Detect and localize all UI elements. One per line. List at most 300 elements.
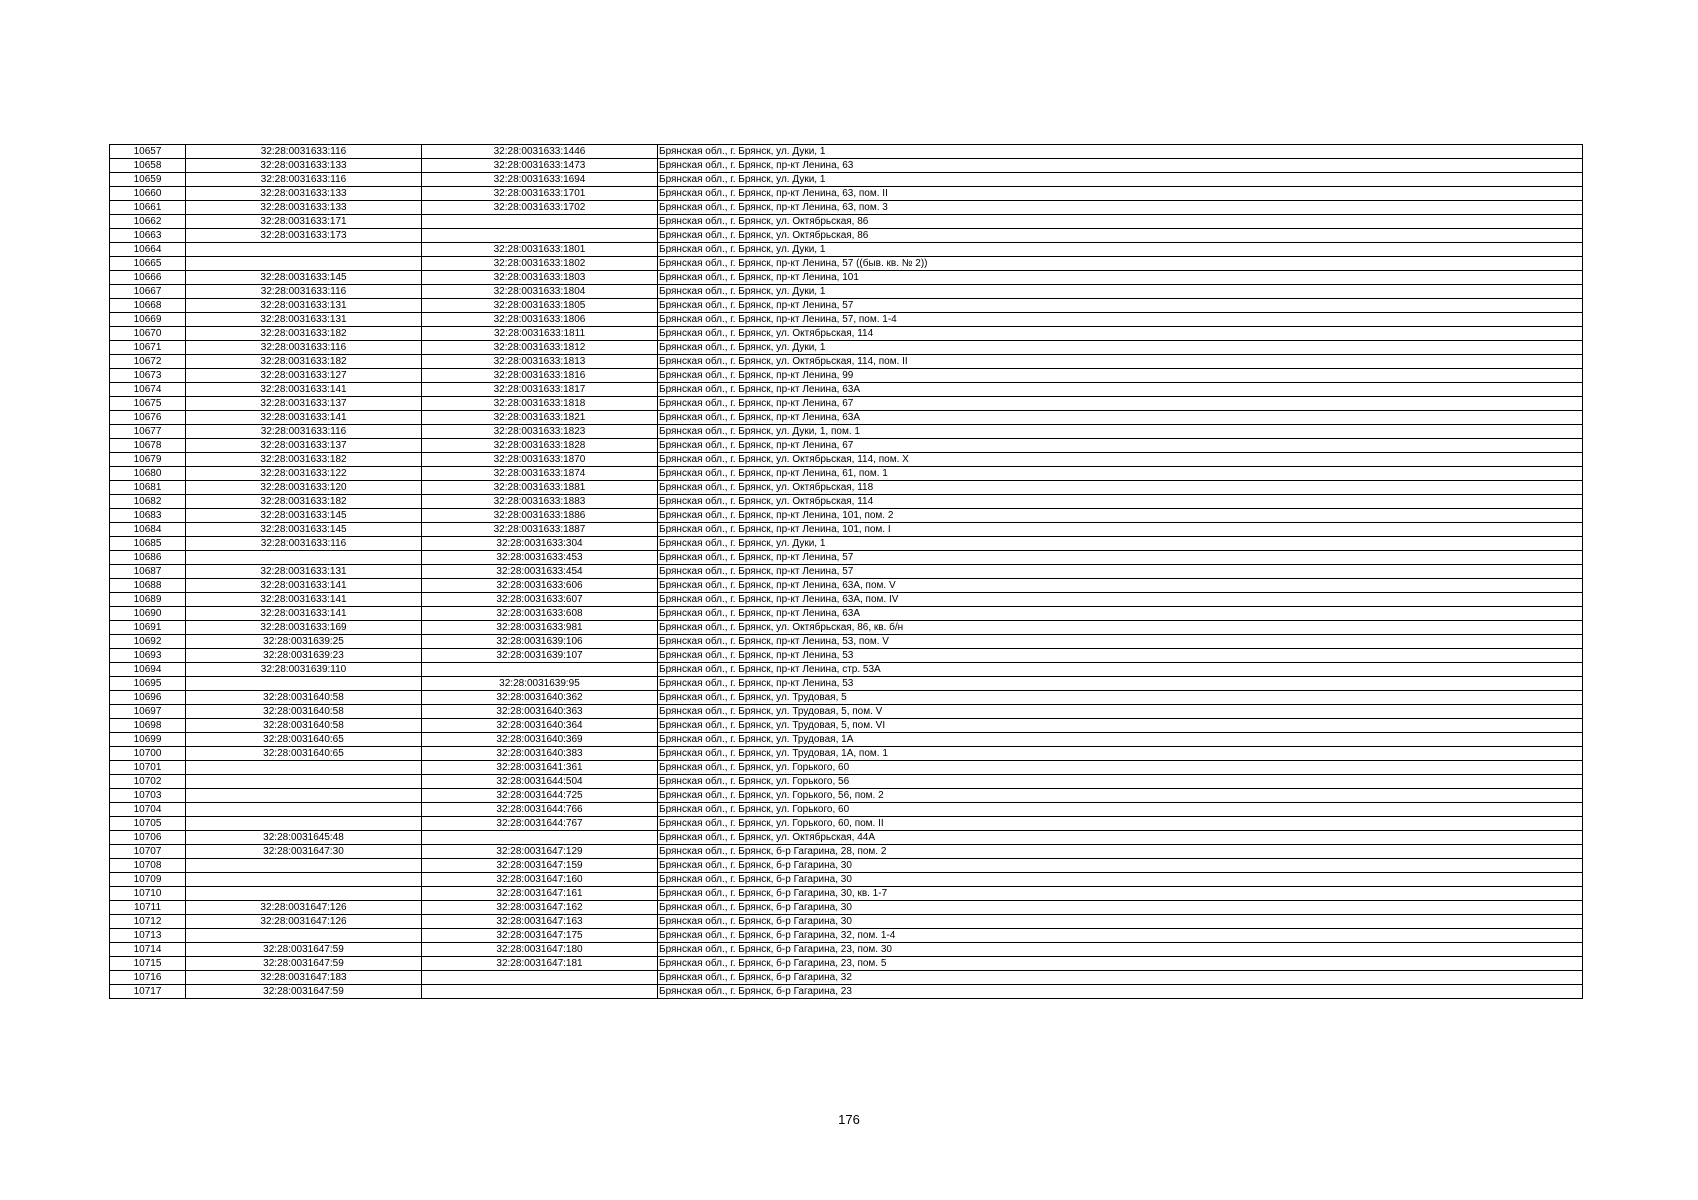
table-row [110, 341, 1583, 355]
table-row [110, 537, 1583, 551]
object-cadastral-number-cell: 32:28:0031647:129 [422, 845, 658, 859]
address-cell: Брянская обл., г. Брянск, пр-кт Ленина, 57 [658, 299, 1583, 313]
parent-cadastral-number-cell: 32:28:0031633:141 [186, 411, 422, 425]
row-number-cell: 10659 [110, 173, 186, 187]
row-number-cell: 10714 [110, 943, 186, 957]
object-cadastral-number-cell [422, 663, 658, 677]
row-number-cell: 10682 [110, 495, 186, 509]
object-cadastral-number-cell: 32:28:0031633:1446 [422, 145, 658, 159]
address-cell: Брянская обл., г. Брянск, пр-кт Ленина, 57 [658, 565, 1583, 579]
object-cadastral-number-cell: 32:28:0031644:504 [422, 775, 658, 789]
row-number-cell: 10669 [110, 313, 186, 327]
address-cell: Брянская обл., г. Брянск, пр-кт Ленина, 57 [658, 551, 1583, 565]
table-row [110, 285, 1583, 299]
table-row [110, 887, 1583, 901]
table-row [110, 761, 1583, 775]
row-number-cell: 10661 [110, 201, 186, 215]
address-cell: Брянская обл., г. Брянск, пр-кт Ленина, 63А, пом. IV [658, 593, 1583, 607]
row-number-cell: 10664 [110, 243, 186, 257]
object-cadastral-number-cell: 32:28:0031633:1803 [422, 271, 658, 285]
table-row [110, 523, 1583, 537]
parent-cadastral-number-cell: 32:28:0031640:58 [186, 705, 422, 719]
row-number-cell: 10680 [110, 467, 186, 481]
parent-cadastral-number-cell: 32:28:0031640:58 [186, 719, 422, 733]
object-cadastral-number-cell [422, 215, 658, 229]
row-number-cell: 10695 [110, 677, 186, 691]
row-number-cell: 10702 [110, 775, 186, 789]
address-cell: Брянская обл., г. Брянск, ул. Дуки, 1 [658, 173, 1583, 187]
parent-cadastral-number-cell [186, 859, 422, 873]
object-cadastral-number-cell: 32:28:0031633:304 [422, 537, 658, 551]
parent-cadastral-number-cell [186, 243, 422, 257]
row-number-cell: 10674 [110, 383, 186, 397]
row-number-cell: 10697 [110, 705, 186, 719]
row-number-cell: 10672 [110, 355, 186, 369]
row-number-cell: 10687 [110, 565, 186, 579]
row-number-cell: 10693 [110, 649, 186, 663]
row-number-cell: 10678 [110, 439, 186, 453]
parent-cadastral-number-cell: 32:28:0031633:141 [186, 579, 422, 593]
object-cadastral-number-cell: 32:28:0031633:1881 [422, 481, 658, 495]
row-number-cell: 10704 [110, 803, 186, 817]
table-row [110, 369, 1583, 383]
parent-cadastral-number-cell: 32:28:0031639:110 [186, 663, 422, 677]
object-cadastral-number-cell: 32:28:0031639:95 [422, 677, 658, 691]
address-cell: Брянская обл., г. Брянск, ул. Октябрьская, 86 [658, 229, 1583, 243]
parent-cadastral-number-cell: 32:28:0031633:131 [186, 313, 422, 327]
address-cell: Брянская обл., г. Брянск, ул. Дуки, 1 [658, 341, 1583, 355]
table-row [110, 873, 1583, 887]
address-cell: Брянская обл., г. Брянск, ул. Трудовая, 5, пом. VI [658, 719, 1583, 733]
object-cadastral-number-cell [422, 985, 658, 999]
address-cell: Брянская обл., г. Брянск, ул. Горького, 60, пом. II [658, 817, 1583, 831]
object-cadastral-number-cell: 32:28:0031633:1886 [422, 509, 658, 523]
address-cell: Брянская обл., г. Брянск, б-р Гагарина, 30 [658, 901, 1583, 915]
address-cell: Брянская обл., г. Брянск, пр-кт Ленина, 67 [658, 439, 1583, 453]
parent-cadastral-number-cell: 32:28:0031647:30 [186, 845, 422, 859]
object-cadastral-number-cell [422, 229, 658, 243]
table-row [110, 439, 1583, 453]
address-cell: Брянская обл., г. Брянск, ул. Октябрьская, 118 [658, 481, 1583, 495]
parent-cadastral-number-cell: 32:28:0031633:116 [186, 425, 422, 439]
row-number-cell: 10696 [110, 691, 186, 705]
object-cadastral-number-cell: 32:28:0031633:1870 [422, 453, 658, 467]
address-cell: Брянская обл., г. Брянск, ул. Октябрьская, 114 [658, 495, 1583, 509]
row-number-cell: 10683 [110, 509, 186, 523]
table-row [110, 719, 1583, 733]
parent-cadastral-number-cell [186, 803, 422, 817]
parent-cadastral-number-cell: 32:28:0031633:169 [186, 621, 422, 635]
table-row [110, 747, 1583, 761]
object-cadastral-number-cell: 32:28:0031633:1805 [422, 299, 658, 313]
table-row [110, 859, 1583, 873]
row-number-cell: 10706 [110, 831, 186, 845]
object-cadastral-number-cell: 32:28:0031633:1817 [422, 383, 658, 397]
row-number-cell: 10665 [110, 257, 186, 271]
row-number-cell: 10684 [110, 523, 186, 537]
table-row [110, 257, 1583, 271]
address-cell: Брянская обл., г. Брянск, б-р Гагарина, 30 [658, 859, 1583, 873]
parent-cadastral-number-cell: 32:28:0031640:65 [186, 747, 422, 761]
parent-cadastral-number-cell: 32:28:0031633:137 [186, 439, 422, 453]
table-row [110, 299, 1583, 313]
parent-cadastral-number-cell: 32:28:0031633:145 [186, 509, 422, 523]
parent-cadastral-number-cell: 32:28:0031647:59 [186, 943, 422, 957]
address-cell: Брянская обл., г. Брянск, пр-кт Ленина, 63А, пом. V [658, 579, 1583, 593]
row-number-cell: 10688 [110, 579, 186, 593]
table-row [110, 929, 1583, 943]
parent-cadastral-number-cell [186, 677, 422, 691]
parent-cadastral-number-cell: 32:28:0031633:133 [186, 201, 422, 215]
table-row [110, 901, 1583, 915]
row-number-cell: 10689 [110, 593, 186, 607]
address-cell: Брянская обл., г. Брянск, ул. Октябрьская, 86 [658, 215, 1583, 229]
object-cadastral-number-cell: 32:28:0031647:162 [422, 901, 658, 915]
object-cadastral-number-cell: 32:28:0031633:1823 [422, 425, 658, 439]
table-row [110, 971, 1583, 985]
address-cell: Брянская обл., г. Брянск, пр-кт Ленина, 99 [658, 369, 1583, 383]
object-cadastral-number-cell: 32:28:0031633:606 [422, 579, 658, 593]
row-number-cell: 10681 [110, 481, 186, 495]
parent-cadastral-number-cell: 32:28:0031639:23 [186, 649, 422, 663]
row-number-cell: 10660 [110, 187, 186, 201]
parent-cadastral-number-cell: 32:28:0031633:182 [186, 355, 422, 369]
address-cell: Брянская обл., г. Брянск, пр-кт Ленина, 63, пом. 3 [658, 201, 1583, 215]
table-row [110, 733, 1583, 747]
parent-cadastral-number-cell: 32:28:0031640:58 [186, 691, 422, 705]
object-cadastral-number-cell: 32:28:0031633:1818 [422, 397, 658, 411]
object-cadastral-number-cell: 32:28:0031633:1804 [422, 285, 658, 299]
object-cadastral-number-cell: 32:28:0031647:161 [422, 887, 658, 901]
object-cadastral-number-cell: 32:28:0031633:1802 [422, 257, 658, 271]
object-cadastral-number-cell: 32:28:0031647:159 [422, 859, 658, 873]
object-cadastral-number-cell: 32:28:0031633:981 [422, 621, 658, 635]
address-cell: Брянская обл., г. Брянск, б-р Гагарина, 28, пом. 2 [658, 845, 1583, 859]
object-cadastral-number-cell: 32:28:0031633:1816 [422, 369, 658, 383]
row-number-cell: 10685 [110, 537, 186, 551]
parent-cadastral-number-cell: 32:28:0031647:59 [186, 957, 422, 971]
parent-cadastral-number-cell: 32:28:0031633:116 [186, 341, 422, 355]
parent-cadastral-number-cell: 32:28:0031633:182 [186, 453, 422, 467]
row-number-cell: 10711 [110, 901, 186, 915]
table-row [110, 789, 1583, 803]
object-cadastral-number-cell: 32:28:0031633:1821 [422, 411, 658, 425]
parent-cadastral-number-cell: 32:28:0031640:65 [186, 733, 422, 747]
address-cell: Брянская обл., г. Брянск, пр-кт Ленина, 53 [658, 677, 1583, 691]
address-cell: Брянская обл., г. Брянск, б-р Гагарина, 30 [658, 873, 1583, 887]
table-row [110, 915, 1583, 929]
parent-cadastral-number-cell: 32:28:0031645:48 [186, 831, 422, 845]
row-number-cell: 10675 [110, 397, 186, 411]
parent-cadastral-number-cell: 32:28:0031633:171 [186, 215, 422, 229]
parent-cadastral-number-cell [186, 789, 422, 803]
object-cadastral-number-cell: 32:28:0031644:725 [422, 789, 658, 803]
parent-cadastral-number-cell [186, 761, 422, 775]
object-cadastral-number-cell: 32:28:0031647:163 [422, 915, 658, 929]
row-number-cell: 10663 [110, 229, 186, 243]
parent-cadastral-number-cell: 32:28:0031633:145 [186, 271, 422, 285]
parent-cadastral-number-cell: 32:28:0031633:131 [186, 565, 422, 579]
parent-cadastral-number-cell: 32:28:0031633:145 [186, 523, 422, 537]
table-row [110, 803, 1583, 817]
parent-cadastral-number-cell: 32:28:0031633:141 [186, 383, 422, 397]
object-cadastral-number-cell: 32:28:0031633:1694 [422, 173, 658, 187]
object-cadastral-number-cell: 32:28:0031647:175 [422, 929, 658, 943]
registry-table [109, 144, 1583, 999]
row-number-cell: 10692 [110, 635, 186, 649]
object-cadastral-number-cell: 32:28:0031640:369 [422, 733, 658, 747]
table-row [110, 705, 1583, 719]
row-number-cell: 10677 [110, 425, 186, 439]
object-cadastral-number-cell: 32:28:0031633:453 [422, 551, 658, 565]
table-row [110, 649, 1583, 663]
address-cell: Брянская обл., г. Брянск, пр-кт Ленина, 67 [658, 397, 1583, 411]
address-cell: Брянская обл., г. Брянск, б-р Гагарина, 32, пом. 1-4 [658, 929, 1583, 943]
address-cell: Брянская обл., г. Брянск, ул. Горького, 56, пом. 2 [658, 789, 1583, 803]
row-number-cell: 10690 [110, 607, 186, 621]
object-cadastral-number-cell: 32:28:0031633:1811 [422, 327, 658, 341]
table-row [110, 271, 1583, 285]
row-number-cell: 10715 [110, 957, 186, 971]
parent-cadastral-number-cell: 32:28:0031633:141 [186, 593, 422, 607]
parent-cadastral-number-cell: 32:28:0031633:120 [186, 481, 422, 495]
row-number-cell: 10679 [110, 453, 186, 467]
parent-cadastral-number-cell: 32:28:0031633:133 [186, 159, 422, 173]
object-cadastral-number-cell: 32:28:0031633:1473 [422, 159, 658, 173]
object-cadastral-number-cell: 32:28:0031644:767 [422, 817, 658, 831]
table-row [110, 481, 1583, 495]
row-number-cell: 10701 [110, 761, 186, 775]
table-row [110, 579, 1583, 593]
table-row [110, 215, 1583, 229]
address-cell: Брянская обл., г. Брянск, пр-кт Ленина, 57, пом. 1-4 [658, 313, 1583, 327]
parent-cadastral-number-cell: 32:28:0031633:116 [186, 173, 422, 187]
address-cell: Брянская обл., г. Брянск, пр-кт Ленина, 63А [658, 607, 1583, 621]
parent-cadastral-number-cell [186, 775, 422, 789]
address-cell: Брянская обл., г. Брянск, ул. Октябрьская, 114, пом. II [658, 355, 1583, 369]
object-cadastral-number-cell: 32:28:0031633:607 [422, 593, 658, 607]
row-number-cell: 10716 [110, 971, 186, 985]
object-cadastral-number-cell [422, 831, 658, 845]
row-number-cell: 10712 [110, 915, 186, 929]
row-number-cell: 10668 [110, 299, 186, 313]
address-cell: Брянская обл., г. Брянск, ул. Трудовая, 1А [658, 733, 1583, 747]
table-row [110, 229, 1583, 243]
object-cadastral-number-cell: 32:28:0031647:181 [422, 957, 658, 971]
table-row [110, 817, 1583, 831]
object-cadastral-number-cell: 32:28:0031633:1883 [422, 495, 658, 509]
address-cell: Брянская обл., г. Брянск, пр-кт Ленина, стр. 53А [658, 663, 1583, 677]
row-number-cell: 10657 [110, 145, 186, 159]
table-row [110, 691, 1583, 705]
row-number-cell: 10709 [110, 873, 186, 887]
object-cadastral-number-cell: 32:28:0031633:1813 [422, 355, 658, 369]
object-cadastral-number-cell: 32:28:0031647:180 [422, 943, 658, 957]
parent-cadastral-number-cell: 32:28:0031633:116 [186, 145, 422, 159]
table-row [110, 453, 1583, 467]
table-row [110, 383, 1583, 397]
parent-cadastral-number-cell: 32:28:0031633:116 [186, 537, 422, 551]
table-row [110, 495, 1583, 509]
address-cell: Брянская обл., г. Брянск, пр-кт Ленина, 63, пом. II [658, 187, 1583, 201]
parent-cadastral-number-cell: 32:28:0031633:182 [186, 327, 422, 341]
table-row [110, 635, 1583, 649]
object-cadastral-number-cell: 32:28:0031633:1887 [422, 523, 658, 537]
row-number-cell: 10686 [110, 551, 186, 565]
parent-cadastral-number-cell: 32:28:0031633:131 [186, 299, 422, 313]
address-cell: Брянская обл., г. Брянск, б-р Гагарина, 30, кв. 1-7 [658, 887, 1583, 901]
address-cell: Брянская обл., г. Брянск, ул. Дуки, 1 [658, 243, 1583, 257]
address-cell: Брянская обл., г. Брянск, пр-кт Ленина, 63 [658, 159, 1583, 173]
parent-cadastral-number-cell: 32:28:0031633:122 [186, 467, 422, 481]
table-row [110, 509, 1583, 523]
parent-cadastral-number-cell: 32:28:0031647:126 [186, 915, 422, 929]
object-cadastral-number-cell: 32:28:0031633:1828 [422, 439, 658, 453]
row-number-cell: 10662 [110, 215, 186, 229]
address-cell: Брянская обл., г. Брянск, ул. Трудовая, 1А, пом. 1 [658, 747, 1583, 761]
address-cell: Брянская обл., г. Брянск, б-р Гагарина, 32 [658, 971, 1583, 985]
table-row [110, 663, 1583, 677]
object-cadastral-number-cell: 32:28:0031633:608 [422, 607, 658, 621]
address-cell: Брянская обл., г. Брянск, ул. Трудовая, 5 [658, 691, 1583, 705]
object-cadastral-number-cell: 32:28:0031640:364 [422, 719, 658, 733]
table-row [110, 985, 1583, 999]
address-cell: Брянская обл., г. Брянск, ул. Октябрьская, 114, пом. X [658, 453, 1583, 467]
address-cell: Брянская обл., г. Брянск, ул. Октябрьская, 86, кв. б/н [658, 621, 1583, 635]
address-cell: Брянская обл., г. Брянск, ул. Горького, 56 [658, 775, 1583, 789]
parent-cadastral-number-cell [186, 257, 422, 271]
row-number-cell: 10710 [110, 887, 186, 901]
table-row [110, 187, 1583, 201]
address-cell: Брянская обл., г. Брянск, б-р Гагарина, 30 [658, 915, 1583, 929]
table-row [110, 565, 1583, 579]
parent-cadastral-number-cell: 32:28:0031633:116 [186, 285, 422, 299]
object-cadastral-number-cell: 32:28:0031639:106 [422, 635, 658, 649]
address-cell: Брянская обл., г. Брянск, б-р Гагарина, 23, пом. 5 [658, 957, 1583, 971]
table-row [110, 145, 1583, 159]
parent-cadastral-number-cell: 32:28:0031639:25 [186, 635, 422, 649]
table-row [110, 201, 1583, 215]
object-cadastral-number-cell: 32:28:0031633:1702 [422, 201, 658, 215]
table-row [110, 243, 1583, 257]
parent-cadastral-number-cell [186, 929, 422, 943]
object-cadastral-number-cell: 32:28:0031640:383 [422, 747, 658, 761]
row-number-cell: 10676 [110, 411, 186, 425]
parent-cadastral-number-cell: 32:28:0031647:126 [186, 901, 422, 915]
parent-cadastral-number-cell [186, 817, 422, 831]
row-number-cell: 10707 [110, 845, 186, 859]
address-cell: Брянская обл., г. Брянск, ул. Дуки, 1, пом. 1 [658, 425, 1583, 439]
row-number-cell: 10658 [110, 159, 186, 173]
row-number-cell: 10691 [110, 621, 186, 635]
table-row [110, 775, 1583, 789]
table-row [110, 607, 1583, 621]
object-cadastral-number-cell: 32:28:0031639:107 [422, 649, 658, 663]
table-row [110, 313, 1583, 327]
parent-cadastral-number-cell: 32:28:0031633:173 [186, 229, 422, 243]
object-cadastral-number-cell: 32:28:0031633:1874 [422, 467, 658, 481]
object-cadastral-number-cell: 32:28:0031641:361 [422, 761, 658, 775]
object-cadastral-number-cell: 32:28:0031633:454 [422, 565, 658, 579]
object-cadastral-number-cell [422, 971, 658, 985]
row-number-cell: 10700 [110, 747, 186, 761]
address-cell: Брянская обл., г. Брянск, пр-кт Ленина, 63А [658, 383, 1583, 397]
registry-table-body [110, 145, 1583, 999]
row-number-cell: 10708 [110, 859, 186, 873]
parent-cadastral-number-cell: 32:28:0031633:182 [186, 495, 422, 509]
table-row [110, 327, 1583, 341]
parent-cadastral-number-cell: 32:28:0031633:141 [186, 607, 422, 621]
table-row [110, 845, 1583, 859]
object-cadastral-number-cell: 32:28:0031633:1701 [422, 187, 658, 201]
object-cadastral-number-cell: 32:28:0031647:160 [422, 873, 658, 887]
row-number-cell: 10694 [110, 663, 186, 677]
parent-cadastral-number-cell: 32:28:0031633:137 [186, 397, 422, 411]
parent-cadastral-number-cell [186, 887, 422, 901]
parent-cadastral-number-cell [186, 551, 422, 565]
table-row [110, 467, 1583, 481]
address-cell: Брянская обл., г. Брянск, б-р Гагарина, 23 [658, 985, 1583, 999]
parent-cadastral-number-cell: 32:28:0031647:183 [186, 971, 422, 985]
page-number: 176 [838, 1112, 860, 1127]
address-cell: Брянская обл., г. Брянск, ул. Дуки, 1 [658, 285, 1583, 299]
table-row [110, 425, 1583, 439]
row-number-cell: 10667 [110, 285, 186, 299]
address-cell: Брянская обл., г. Брянск, пр-кт Ленина, 57 ((быв. кв. № 2)) [658, 257, 1583, 271]
table-row [110, 355, 1583, 369]
parent-cadastral-number-cell: 32:28:0031633:127 [186, 369, 422, 383]
address-cell: Брянская обл., г. Брянск, ул. Дуки, 1 [658, 145, 1583, 159]
object-cadastral-number-cell: 32:28:0031640:362 [422, 691, 658, 705]
table-row [110, 159, 1583, 173]
row-number-cell: 10703 [110, 789, 186, 803]
table-row [110, 173, 1583, 187]
row-number-cell: 10717 [110, 985, 186, 999]
row-number-cell: 10670 [110, 327, 186, 341]
address-cell: Брянская обл., г. Брянск, пр-кт Ленина, 101, пом. I [658, 523, 1583, 537]
address-cell: Брянская обл., г. Брянск, б-р Гагарина, 23, пом. 30 [658, 943, 1583, 957]
address-cell: Брянская обл., г. Брянск, пр-кт Ленина, 101, пом. 2 [658, 509, 1583, 523]
row-number-cell: 10713 [110, 929, 186, 943]
table-row [110, 957, 1583, 971]
table-row [110, 677, 1583, 691]
row-number-cell: 10666 [110, 271, 186, 285]
table-row [110, 943, 1583, 957]
row-number-cell: 10705 [110, 817, 186, 831]
object-cadastral-number-cell: 32:28:0031640:363 [422, 705, 658, 719]
row-number-cell: 10671 [110, 341, 186, 355]
address-cell: Брянская обл., г. Брянск, ул. Дуки, 1 [658, 537, 1583, 551]
address-cell: Брянская обл., г. Брянск, пр-кт Ленина, 53 [658, 649, 1583, 663]
table-row [110, 621, 1583, 635]
address-cell: Брянская обл., г. Брянск, ул. Горького, 60 [658, 761, 1583, 775]
table-row [110, 551, 1583, 565]
address-cell: Брянская обл., г. Брянск, ул. Трудовая, 5, пом. V [658, 705, 1583, 719]
table-row [110, 397, 1583, 411]
address-cell: Брянская обл., г. Брянск, пр-кт Ленина, 101 [658, 271, 1583, 285]
address-cell: Брянская обл., г. Брянск, пр-кт Ленина, 61, пом. 1 [658, 467, 1583, 481]
table-row [110, 593, 1583, 607]
table-row [110, 411, 1583, 425]
row-number-cell: 10699 [110, 733, 186, 747]
table-row [110, 831, 1583, 845]
object-cadastral-number-cell: 32:28:0031633:1801 [422, 243, 658, 257]
object-cadastral-number-cell: 32:28:0031633:1806 [422, 313, 658, 327]
address-cell: Брянская обл., г. Брянск, ул. Октябрьская, 114 [658, 327, 1583, 341]
object-cadastral-number-cell: 32:28:0031644:766 [422, 803, 658, 817]
object-cadastral-number-cell: 32:28:0031633:1812 [422, 341, 658, 355]
address-cell: Брянская обл., г. Брянск, ул. Горького, 60 [658, 803, 1583, 817]
